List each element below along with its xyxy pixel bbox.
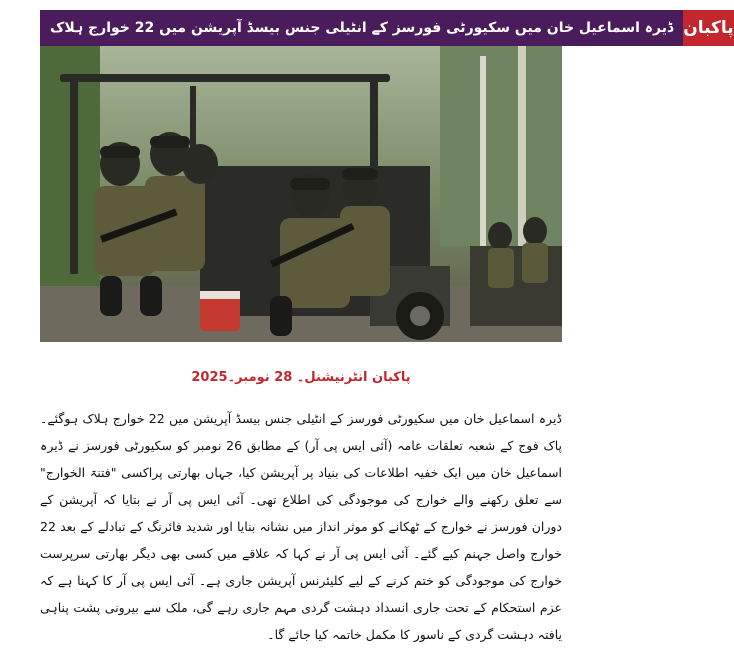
dateline: پاکبان انٹرنیشنل۔ 28 نومبر۔2025	[191, 370, 411, 385]
article-headline: ڈیرہ اسماعیل خان میں سکیورٹی فورسز کے انٹیلی جنس بیسڈ آپریشن میں 22 خوارج ہلاک	[40, 10, 683, 46]
article-header	[40, 10, 734, 46]
article-body: ڈیرہ اسماعیل خان میں سکیورٹی فورسز کے انٹیلی جنس بیسڈ آپریشن میں 22 خوارج ہلاک ہوگئے۔ پاک فوج کے شعبہ تعلقات عامہ (آئی ایس پی آر) کے مطابق 26 نومبر کو سکیورٹی فورسز نے ڈیرہ اسماعیل خان میں ایک خفیہ اطلاعات کی بنیاد پر آپریشن کیا، جہاں بھارتی پراکسی "فتنۃ الخوارج" سے تعلق رکھنے والے خوارج کی موجودگی کی اطلاع تھی۔ آئی ایس پی آر نے بتایا کہ آپریشن کے دوران فورسز نے خوارج کے ٹھکانے کو موثر انداز میں نشانہ بنایا اور شدید فائرنگ کے تبادلے کے بعد 22 خوارج واصل جہنم کیے گئے۔ آئی ایس پی آر نے کہا کہ علاقے میں کسی بھی دیگر بھارتی سرپرست خوارج کی موجودگی کو ختم کرنے کے لیے کلیئرنس آپریشن جاری ہے۔ آئی ایس پی آر کا کہنا ہے کہ عزم استحکام کے تحت جاری انسداد دہشت گردی مہم جاری رہے گی، ملک سے بیرونی پشت پناہی یافتہ دہشت گردی کے ناسور کا مکمل خاتمہ کیا جائے گا۔	[40, 411, 562, 642]
brand-label: پاکبان	[683, 10, 734, 46]
article-photo	[40, 46, 562, 342]
soldiers-photo-icon	[40, 46, 562, 342]
